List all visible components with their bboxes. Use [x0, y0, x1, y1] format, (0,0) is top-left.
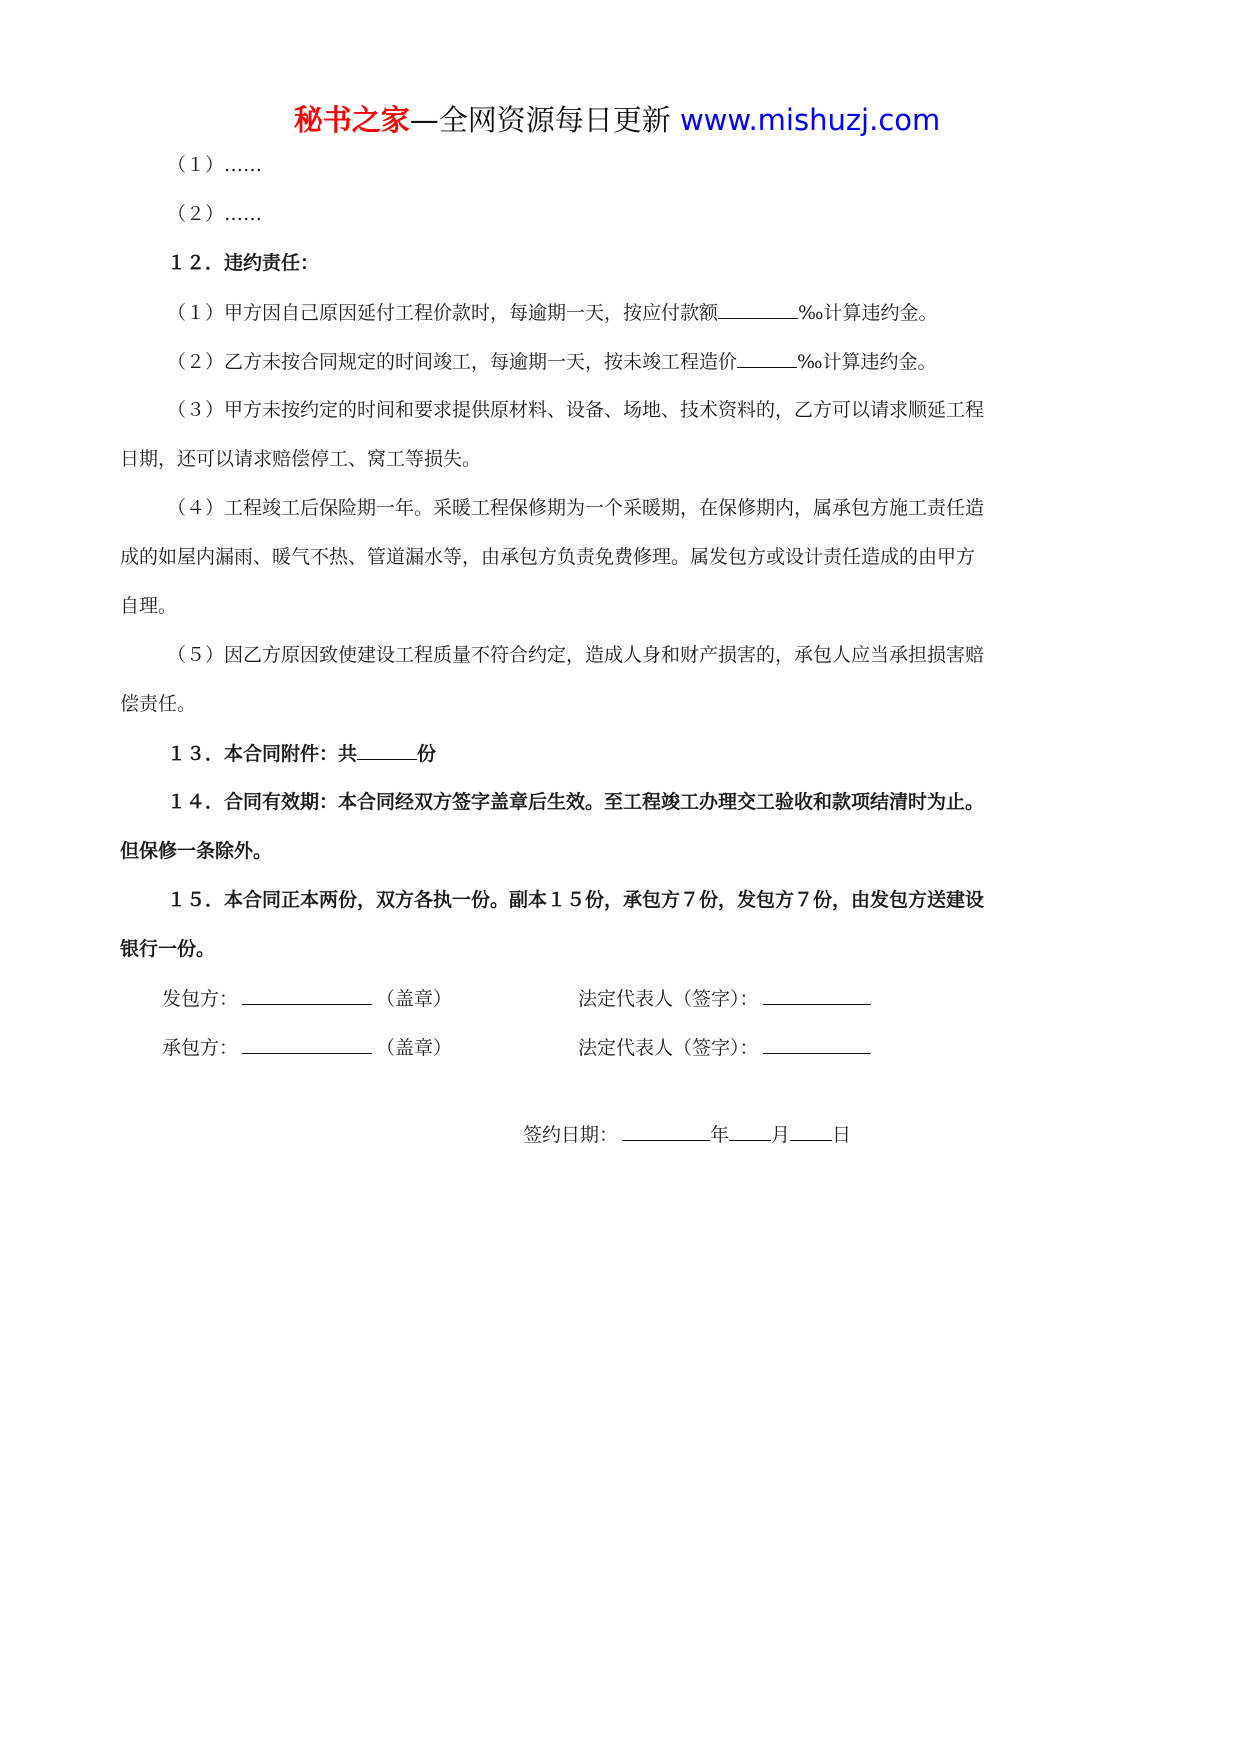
- contractor-rep-row: [578, 1035, 871, 1060]
- employer-label: 发包方：: [162, 988, 239, 1010]
- section-15-line1: １５．本合同正本两份，双方各执一份。副本１５份，承包方７份，发包方７份，由发包方送建设: [167, 889, 985, 911]
- contractor-rep-label: 法定代表人（签字）：: [578, 1037, 759, 1059]
- year-label: 年: [710, 1124, 730, 1146]
- employer-signature-row: [162, 986, 452, 1011]
- signing-date-row: [523, 1122, 851, 1147]
- banner-brand: 秘书之家: [293, 103, 410, 137]
- signing-date-label: 签约日期：: [523, 1124, 619, 1146]
- month-label: 月: [771, 1124, 791, 1146]
- section-14-line2: 但保修一条除外。: [120, 840, 273, 862]
- contractor-label: 承包方：: [162, 1037, 239, 1059]
- section-13-text: １３．本合同附件：共: [167, 743, 358, 765]
- item-1: （１）……: [167, 154, 263, 176]
- item-2: （２）……: [167, 203, 263, 225]
- employer-rep-label: 法定代表人（签字）：: [578, 988, 759, 1010]
- month-blank[interactable]: [729, 1122, 771, 1141]
- day-label: 日: [832, 1124, 852, 1146]
- clause-12-2-suffix: ‰计算违约金。: [797, 351, 937, 373]
- clause-12-4-line1: （４）工程竣工后保险期一年。采暖工程保修期为一个采暖期，在保修期内，属承包方施工责任造: [167, 497, 985, 519]
- site-banner: [0, 100, 1234, 140]
- employer-seal-label: （盖章）: [376, 988, 453, 1010]
- section-12-heading: １２．违约责任：: [167, 252, 320, 274]
- clause-12-3-line1: （３）甲方未按约定的时间和要求提供原材料、设备、场地、技术资料的，乙方可以请求顺延工程: [167, 399, 985, 421]
- attachment-count-blank[interactable]: [357, 741, 417, 760]
- employer-rep-row: [578, 986, 871, 1011]
- contractor-rep-blank[interactable]: [763, 1035, 871, 1054]
- section-14-line1: １４．合同有效期：本合同经双方签字盖章后生效。至工程竣工办理交工验收和款项结清时为止。: [167, 791, 985, 813]
- year-blank[interactable]: [622, 1122, 710, 1141]
- clause-12-5-line2: 偿责任。: [120, 693, 197, 715]
- section-13: [167, 741, 436, 766]
- employer-name-blank[interactable]: [242, 986, 372, 1005]
- penalty-rate-blank-1[interactable]: [718, 300, 798, 319]
- banner-url-link[interactable]: www.mishuzj.com: [679, 103, 941, 137]
- contractor-signature-row: [162, 1035, 452, 1060]
- clause-12-3-line2: 日期，还可以请求赔偿停工、窝工等损失。: [120, 448, 482, 470]
- employer-rep-blank[interactable]: [763, 986, 871, 1005]
- clause-12-1-text: （１）甲方因自己原因延付工程价款时，每逾期一天，按应付款额: [167, 302, 719, 324]
- clause-12-4-line3: 自理。: [120, 595, 178, 617]
- clause-12-2: [167, 349, 937, 374]
- banner-slogan: —全网资源每日更新: [409, 103, 680, 137]
- clause-12-5-line1: （５）因乙方原因致使建设工程质量不符合约定，造成人身和财产损害的，承包人应当承担损害赔: [167, 644, 985, 666]
- section-13-suffix: 份: [417, 743, 437, 765]
- contractor-name-blank[interactable]: [242, 1035, 372, 1054]
- day-blank[interactable]: [790, 1122, 832, 1141]
- clause-12-1: [167, 300, 938, 325]
- section-15-line2: 银行一份。: [120, 938, 216, 960]
- clause-12-2-text: （２）乙方未按合同规定的时间竣工，每逾期一天，按未竣工程造价: [167, 351, 738, 373]
- clause-12-1-suffix: ‰计算违约金。: [798, 302, 938, 324]
- penalty-rate-blank-2[interactable]: [737, 349, 797, 368]
- clause-12-4-line2: 成的如屋内漏雨、暖气不热、管道漏水等，由承包方负责免费修理。属发包方或设计责任造成的由甲方: [120, 546, 976, 568]
- contractor-seal-label: （盖章）: [376, 1037, 453, 1059]
